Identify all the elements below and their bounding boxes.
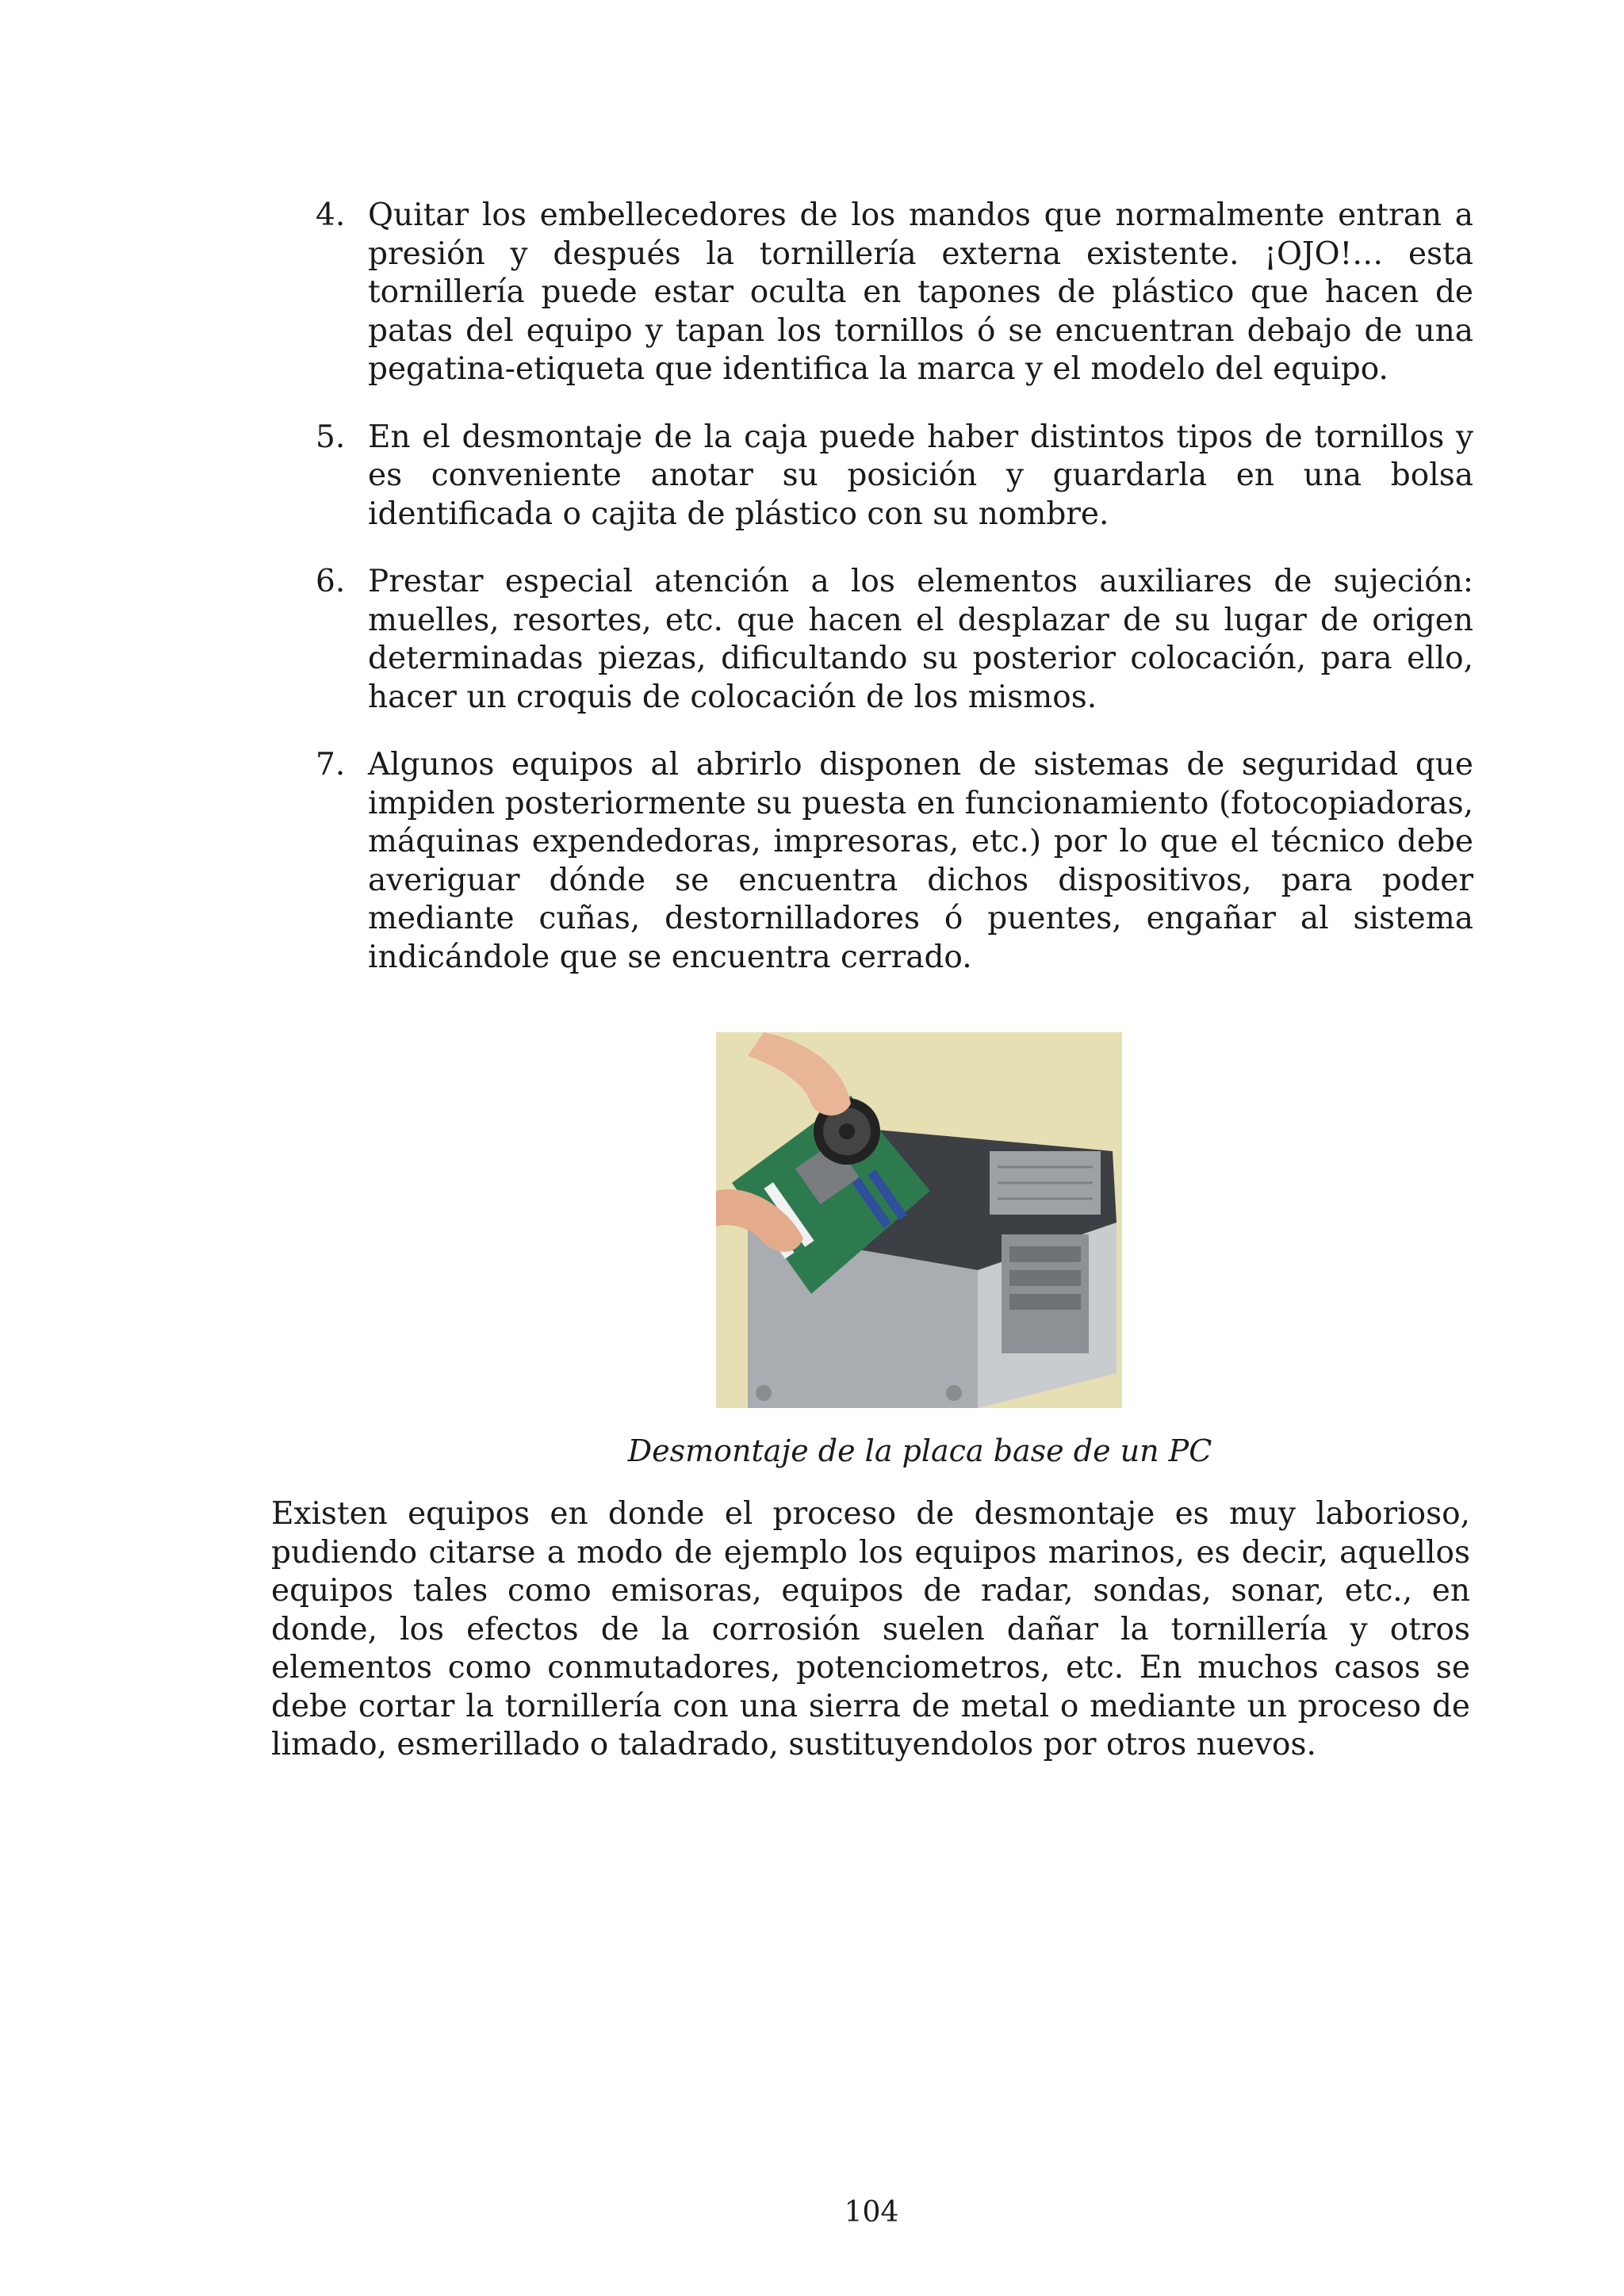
list-item-text: Prestar especial atención a los elementos auxiliares de sujeción: muelles, resortes, etc. que hacen el desplazar de su lugar de origen determinadas piezas, dificultando su posterior colocación, para ello, hacer un croquis de colocación de los mismos. [368,564,1473,715]
list-item-number: 6. [316,564,346,599]
list-item [316,197,1473,389]
list-item [316,419,1473,534]
body-paragraph: Existen equipos en donde el proceso de desmontaje es muy laborioso, pudiendo citarse a modo de ejemplo los equipos marinos, es decir, aquellos equipos tales como emisoras, equipos de radar, sondas, sonar, etc., en donde, los efectos de la corrosión suelen dañar la tornillería y otros elementos como conmutadores, potenciometros, etc. En muchos casos se debe cortar la tornillería con una sierra de metal o mediante un proceso de limado, esmerillado o taladrado, sustituyendolos por otros nuevos. [271,1496,1470,1762]
list-item-text: Algunos equipos al abrirlo disponen de sistemas de seguridad que impiden posteriormente su puesta en funcionamiento (fotocopiadoras, máquinas expendedoras, impresoras, etc.) por lo que el técnico debe averiguar dónde se encuentra dichos dispositivos, para poder mediante cuñas, destornilladores ó puentes, engañar al sistema indicándole que se encuentra cerrado. [368,747,1473,975]
list-item [316,563,1473,717]
list-item-number: 5. [316,419,346,455]
list-item-text: En el desmontaje de la caja puede haber distintos tipos de tornillos y es conveniente anotar su posición y guardarla en una bolsa identificada o cajita de plástico con su nombre. [368,419,1473,532]
figure-caption: Desmontaje de la placa base de un PC [627,1433,1212,1468]
list-item-text: Quitar los embellecedores de los mandos que normalmente entran a presión y después la tornillería externa existente. ¡OJO!… esta tornillería puede estar oculta en tapones de plástico que hacen de patas del equipo y tapan los tornillos ó se encuentran debajo de una pegatina-etiqueta que identifica la marca y el modelo del equipo. [368,197,1473,387]
numbered-list [316,197,1473,1006]
pc-motherboard-removal-photo [716,1032,1122,1408]
figure-photo [716,1032,1122,1408]
list-item-number: 7. [316,747,346,783]
list-item-number: 4. [316,197,346,233]
list-item [316,746,1473,977]
page-number: 104 [844,2196,899,2229]
